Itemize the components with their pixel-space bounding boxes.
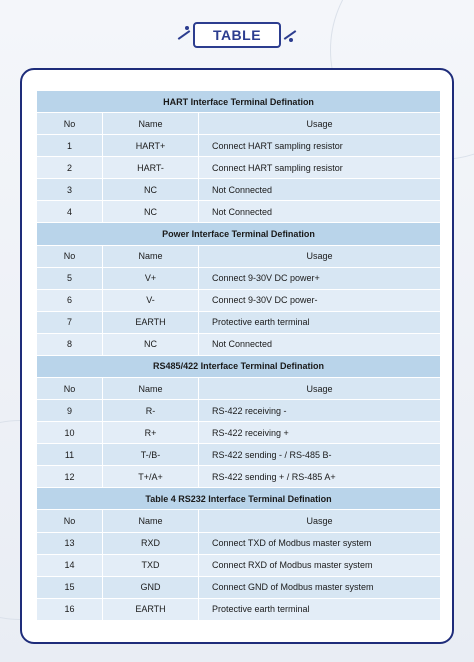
column-header: No xyxy=(37,113,103,135)
cell-usage: Connect RXD of Modbus master system xyxy=(199,554,441,576)
table-card xyxy=(20,68,454,644)
column-header: Name xyxy=(103,378,199,400)
table-body xyxy=(37,91,441,621)
column-header: Usage xyxy=(199,245,441,267)
cell-name: NC xyxy=(103,179,199,201)
cell-no: 3 xyxy=(37,179,103,201)
column-header-row xyxy=(37,510,441,532)
section-title-row xyxy=(37,488,441,510)
terminal-definition-table xyxy=(36,90,441,621)
cell-no: 4 xyxy=(37,201,103,223)
column-header: No xyxy=(37,510,103,532)
column-header-row xyxy=(37,113,441,135)
table-row xyxy=(37,157,441,179)
table-row xyxy=(37,201,441,223)
section-title: Table 4 RS232 Interface Terminal Defination xyxy=(37,488,441,510)
table-row xyxy=(37,576,441,598)
cell-usage: Protective earth terminal xyxy=(199,598,441,620)
section-title: Power Interface Terminal Defination xyxy=(37,223,441,245)
table-wrapper xyxy=(36,90,440,621)
table-row xyxy=(37,466,441,488)
section-title-row xyxy=(37,223,441,245)
cell-no: 5 xyxy=(37,267,103,289)
cell-name: GND xyxy=(103,576,199,598)
column-header: Name xyxy=(103,510,199,532)
cell-usage: Connect 9-30V DC power- xyxy=(199,289,441,311)
header-badge xyxy=(193,22,281,48)
cell-name: R- xyxy=(103,400,199,422)
cell-name: NC xyxy=(103,201,199,223)
cell-name: TXD xyxy=(103,554,199,576)
section-title: HART Interface Terminal Defination xyxy=(37,91,441,113)
column-header: Usage xyxy=(199,378,441,400)
cell-name: EARTH xyxy=(103,598,199,620)
cell-no: 1 xyxy=(37,135,103,157)
cell-name: T-/B- xyxy=(103,444,199,466)
table-row xyxy=(37,532,441,554)
page-header xyxy=(0,18,474,50)
section-title: RS485/422 Interface Terminal Defination xyxy=(37,355,441,377)
cell-no: 7 xyxy=(37,311,103,333)
cell-usage: RS-422 receiving + xyxy=(199,422,441,444)
column-header: Name xyxy=(103,113,199,135)
table-row xyxy=(37,400,441,422)
cell-no: 11 xyxy=(37,444,103,466)
cell-name: V- xyxy=(103,289,199,311)
cell-no: 6 xyxy=(37,289,103,311)
cell-usage: Not Connected xyxy=(199,201,441,223)
column-header-row xyxy=(37,378,441,400)
table-row xyxy=(37,333,441,355)
cell-no: 10 xyxy=(37,422,103,444)
header-decoration xyxy=(178,30,191,40)
cell-usage: Not Connected xyxy=(199,179,441,201)
cell-no: 16 xyxy=(37,598,103,620)
cell-name: T+/A+ xyxy=(103,466,199,488)
cell-usage: Not Connected xyxy=(199,333,441,355)
cell-no: 14 xyxy=(37,554,103,576)
table-row xyxy=(37,422,441,444)
section-title-row xyxy=(37,355,441,377)
cell-usage: Protective earth terminal xyxy=(199,311,441,333)
column-header: Usage xyxy=(199,113,441,135)
header-dot xyxy=(185,26,189,30)
table-row xyxy=(37,444,441,466)
header-dot xyxy=(289,38,293,42)
column-header-row xyxy=(37,245,441,267)
cell-name: RXD xyxy=(103,532,199,554)
table-row xyxy=(37,267,441,289)
table-row xyxy=(37,311,441,333)
cell-usage: Connect HART sampling resistor xyxy=(199,157,441,179)
cell-no: 13 xyxy=(37,532,103,554)
cell-name: V+ xyxy=(103,267,199,289)
table-row xyxy=(37,289,441,311)
cell-usage: RS-422 sending - / RS-485 B- xyxy=(199,444,441,466)
cell-no: 2 xyxy=(37,157,103,179)
cell-usage: RS-422 receiving - xyxy=(199,400,441,422)
cell-name: R+ xyxy=(103,422,199,444)
cell-usage: Connect TXD of Modbus master system xyxy=(199,532,441,554)
cell-no: 12 xyxy=(37,466,103,488)
cell-name: EARTH xyxy=(103,311,199,333)
table-row xyxy=(37,135,441,157)
column-header: Uasge xyxy=(199,510,441,532)
page-title: TABLE xyxy=(212,27,262,43)
column-header: No xyxy=(37,245,103,267)
cell-name: HART+ xyxy=(103,135,199,157)
cell-usage: Connect 9-30V DC power+ xyxy=(199,267,441,289)
cell-no: 9 xyxy=(37,400,103,422)
column-header: No xyxy=(37,378,103,400)
cell-no: 15 xyxy=(37,576,103,598)
cell-no: 8 xyxy=(37,333,103,355)
cell-usage: Connect HART sampling resistor xyxy=(199,135,441,157)
cell-name: HART- xyxy=(103,157,199,179)
table-row xyxy=(37,179,441,201)
cell-usage: Connect GND of Modbus master system xyxy=(199,576,441,598)
table-row xyxy=(37,554,441,576)
section-title-row xyxy=(37,91,441,113)
column-header: Name xyxy=(103,245,199,267)
table-row xyxy=(37,598,441,620)
cell-name: NC xyxy=(103,333,199,355)
cell-usage: RS-422 sending + / RS-485 A+ xyxy=(199,466,441,488)
